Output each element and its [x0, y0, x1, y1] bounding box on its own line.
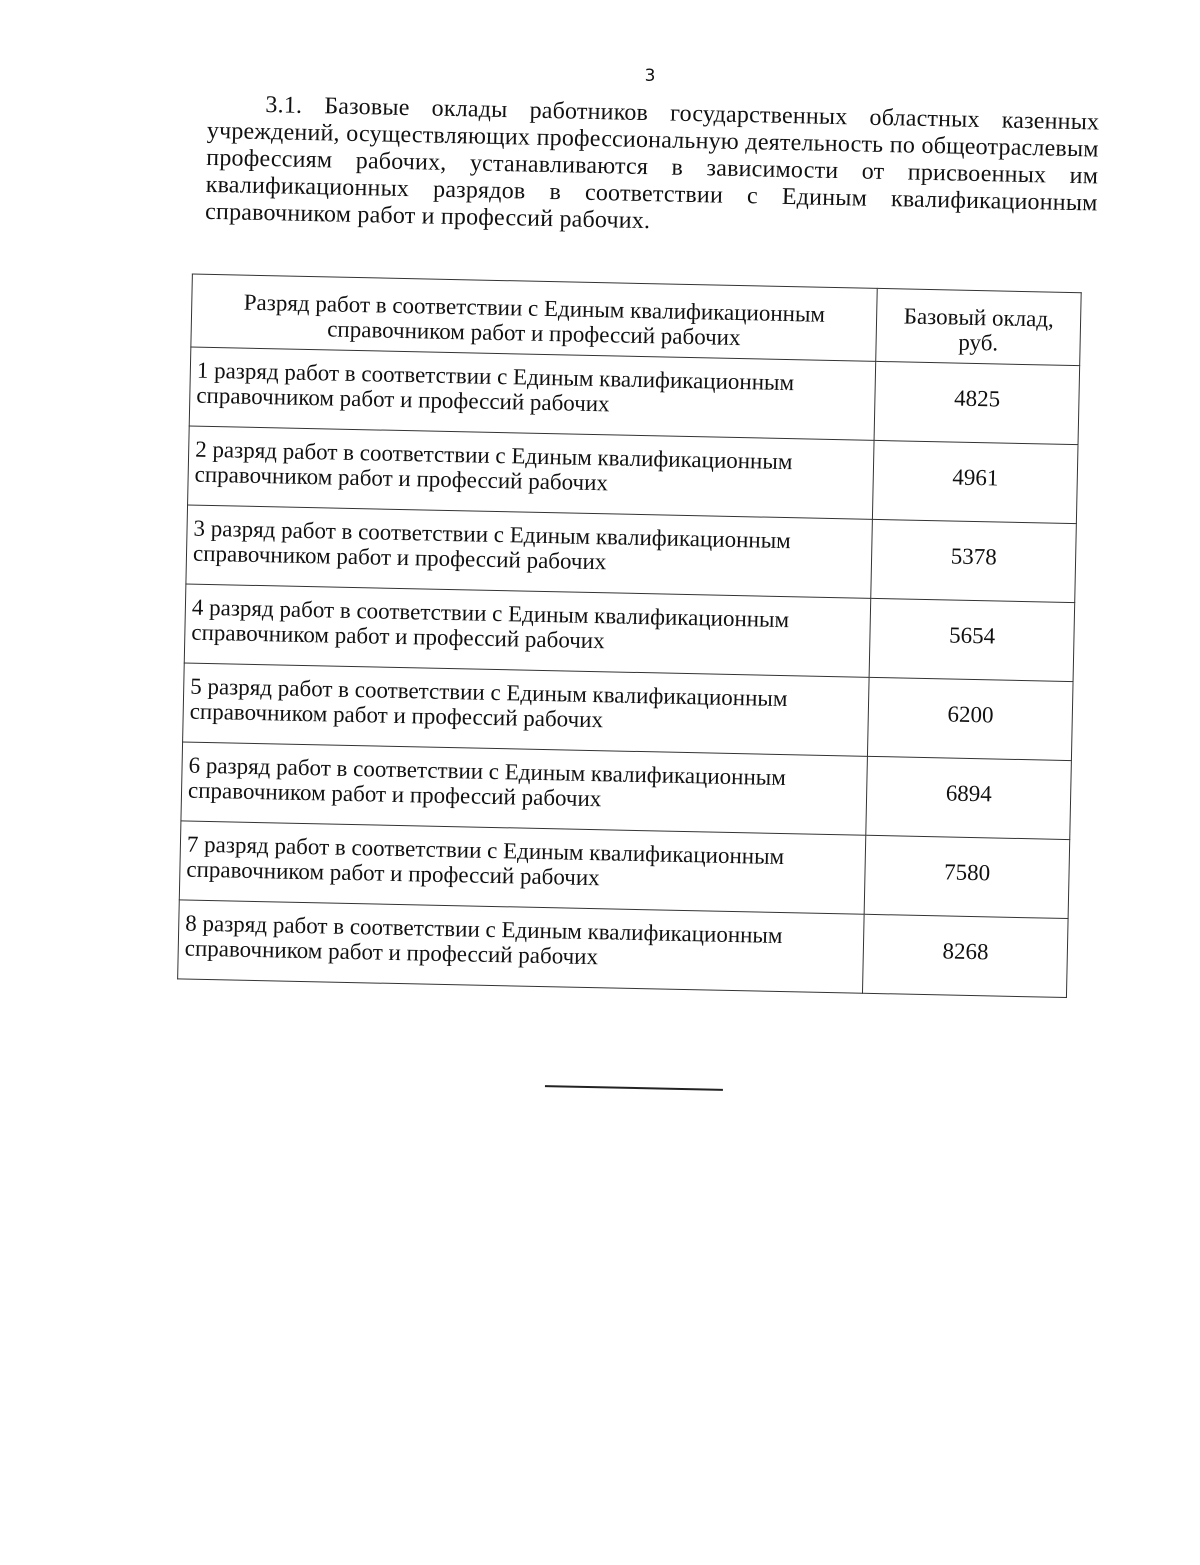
salary-cell: 4961: [873, 440, 1078, 523]
header-grade: Разряд работ в соответствии с Единым квалификационным справочником работ и профессий рабочих: [191, 274, 878, 361]
intro-paragraph: 3.1. Базовые оклады работников государственных областных казенных учреждений, осуществляющих профессиональную деятельность по общеотраслевым профессиям рабочих, устанавливаются в зависимости от присвоенных им квалификационных разрядов в соответствии с Единым квалификационным справочником работ и профессий рабочих.: [204, 92, 1100, 235]
salary-table: [177, 274, 1082, 998]
salary-cell: 6894: [866, 756, 1071, 839]
salary-cell: 5654: [869, 598, 1074, 681]
page-number: 3: [644, 66, 656, 86]
grade-cell: 2 разряд работ в соответствии с Единым квалификационным справочником работ и профессий рабочих: [188, 426, 875, 519]
salary-cell: 6200: [868, 677, 1073, 760]
grade-cell: 1 разряд работ в соответствии с Единым квалификационным справочником работ и профессий рабочих: [189, 347, 876, 440]
grade-cell: 5 разряд работ в соответствии с Единым квалификационным справочником работ и профессий рабочих: [183, 663, 870, 756]
grade-cell: 8 разряд работ в соответствии с Единым квалификационным справочником работ и профессий рабочих: [178, 900, 865, 993]
end-of-document-rule: [545, 1085, 723, 1091]
salary-cell: 8268: [863, 914, 1068, 997]
salary-cell: 7580: [864, 835, 1069, 918]
grade-cell: 6 разряд работ в соответствии с Единым квалификационным справочником работ и профессий рабочих: [181, 742, 868, 835]
header-base-salary: Базовый оклад, руб.: [876, 288, 1081, 365]
grade-cell: 7 разряд работ в соответствии с Единым квалификационным справочником работ и профессий рабочих: [179, 821, 866, 914]
grade-cell: 4 разряд работ в соответствии с Единым квалификационным справочником работ и профессий рабочих: [184, 584, 871, 677]
salary-cell: 5378: [871, 519, 1076, 602]
salary-cell: 4825: [874, 361, 1079, 444]
grade-cell: 3 разряд работ в соответствии с Единым квалификационным справочником работ и профессий рабочих: [186, 505, 873, 598]
